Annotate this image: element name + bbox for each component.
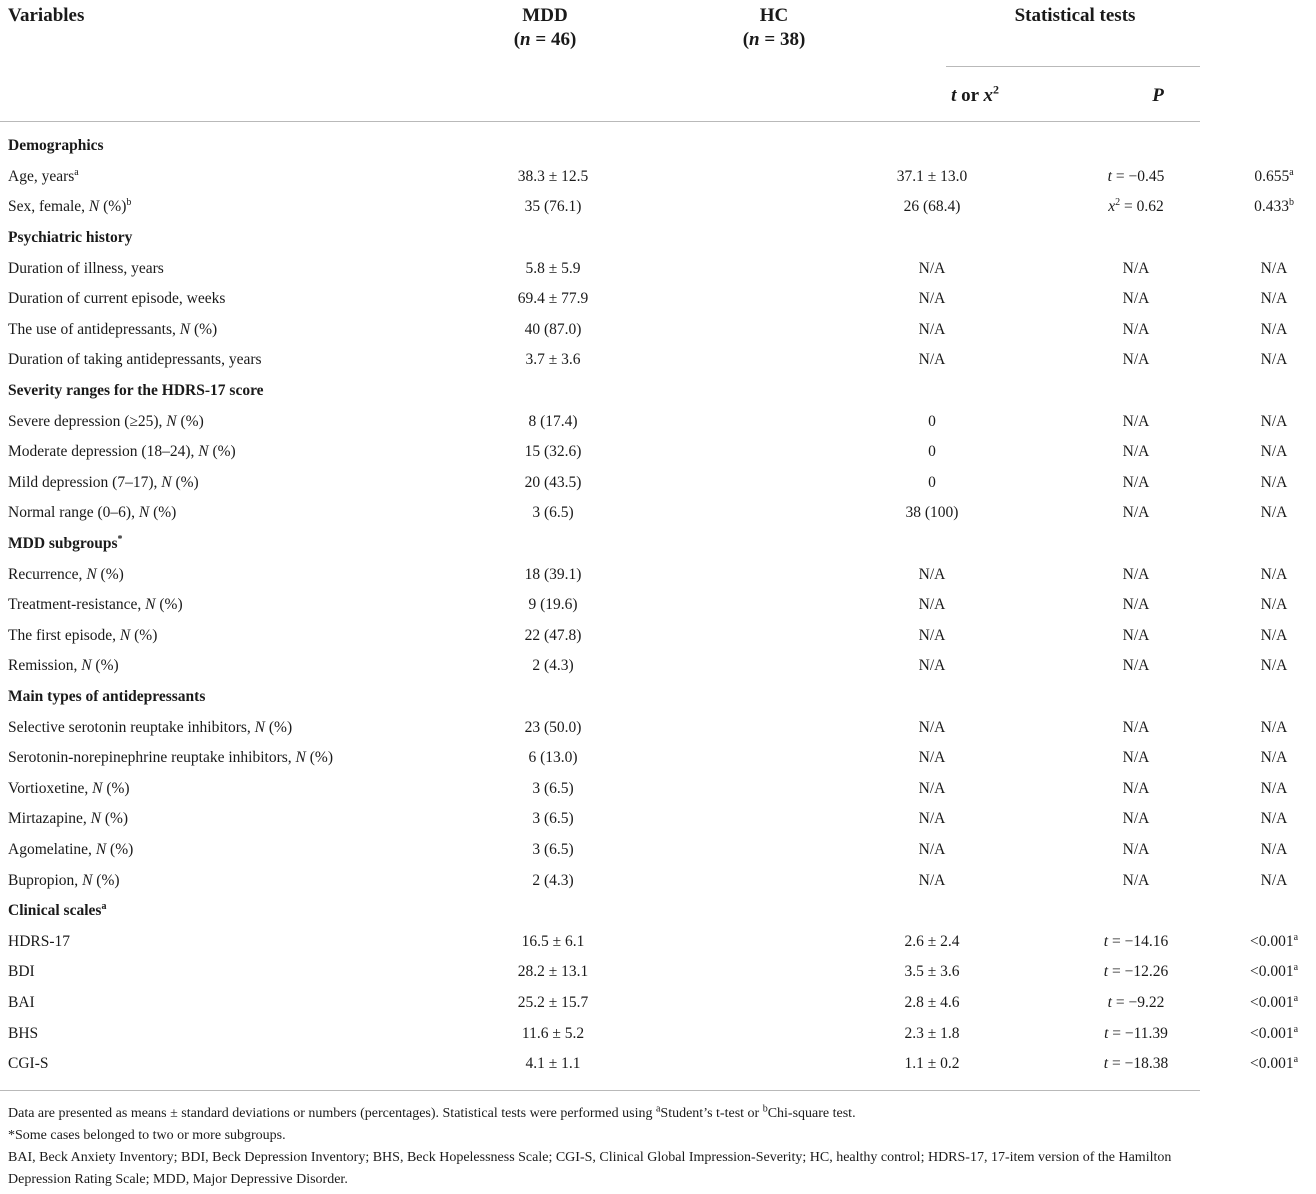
cell-stat: $x^2 = 0.62$ <box>1108 197 1164 216</box>
cell-hc: 1.1 ± 0.2 <box>904 1055 960 1073</box>
cell-stat: N/A <box>1122 443 1150 461</box>
table-row <box>0 345 1316 376</box>
cell-hc: 0 <box>928 473 936 491</box>
cell-hc: N/A <box>918 657 946 675</box>
row-label: Duration of current episode, weeks <box>8 290 226 308</box>
cell-stat: t = −0.45 <box>1107 167 1165 185</box>
table-row <box>0 498 1316 529</box>
cell-p: <0.001$^a$ <box>1249 931 1299 950</box>
cell-stat: t = −12.26 <box>1103 963 1169 981</box>
cell-hc: 2.3 ± 1.8 <box>904 1024 960 1042</box>
table-row <box>0 284 1316 315</box>
cell-mdd: 3 (6.5) <box>532 840 574 858</box>
table-row <box>0 253 1316 284</box>
table-row <box>0 1049 1316 1080</box>
cell-hc: 0 <box>928 412 936 430</box>
row-label: Vortioxetine, N (%) <box>8 779 130 797</box>
row-label: Mirtazapine, N (%) <box>8 810 129 828</box>
row-label: Clinical scales$^a$ <box>8 900 107 920</box>
cell-hc: 26 (68.4) <box>903 198 961 216</box>
cell-hc: N/A <box>918 259 946 277</box>
cell-p: N/A <box>1260 749 1288 767</box>
cell-stat: N/A <box>1122 840 1150 858</box>
cell-stat: N/A <box>1122 810 1150 828</box>
cell-mdd: 16.5 ± 6.1 <box>521 932 585 950</box>
table-row <box>0 437 1316 468</box>
cell-p: <0.001$^a$ <box>1249 992 1299 1011</box>
cell-p: N/A <box>1260 320 1288 338</box>
row-label: Psychiatric history <box>8 229 133 247</box>
cell-p: N/A <box>1260 565 1288 583</box>
table-row <box>0 162 1316 193</box>
cell-hc: N/A <box>918 320 946 338</box>
header-statistical-tests: Statistical tests <box>1014 5 1136 26</box>
section-row <box>0 376 1316 407</box>
table-row <box>0 957 1316 988</box>
cell-p: N/A <box>1260 504 1288 522</box>
table-row <box>0 926 1316 957</box>
section-row <box>0 223 1316 254</box>
cell-p: 0.655$^a$ <box>1254 166 1294 185</box>
cell-stat: N/A <box>1122 871 1150 889</box>
row-label: Demographics <box>8 137 104 155</box>
cell-p: N/A <box>1260 810 1288 828</box>
cell-hc: N/A <box>918 718 946 736</box>
section-row <box>0 682 1316 713</box>
table-row <box>0 590 1316 621</box>
row-label: Mild depression (7–17), N (%) <box>8 473 199 491</box>
cell-stat: N/A <box>1122 504 1150 522</box>
cell-p: N/A <box>1260 596 1288 614</box>
cell-mdd: 9 (19.6) <box>528 596 578 614</box>
header-mdd-n: (n = 46) <box>513 29 577 50</box>
cell-mdd: 35 (76.1) <box>524 198 582 216</box>
row-label: Remission, N (%) <box>8 657 119 675</box>
table-row <box>0 468 1316 499</box>
cell-stat: N/A <box>1122 779 1150 797</box>
table-row <box>0 315 1316 346</box>
row-label: MDD subgroups* <box>8 533 123 553</box>
cell-p: N/A <box>1260 626 1288 644</box>
cell-hc: 2.8 ± 4.6 <box>904 993 960 1011</box>
cell-mdd: 3.7 ± 3.6 <box>525 351 581 369</box>
cell-p: N/A <box>1260 657 1288 675</box>
cell-hc: N/A <box>918 351 946 369</box>
cell-p: N/A <box>1260 412 1288 430</box>
footnotes <box>8 1103 1194 1191</box>
cell-hc: N/A <box>918 840 946 858</box>
cell-mdd: 6 (13.0) <box>528 749 578 767</box>
cell-hc: N/A <box>918 871 946 889</box>
cell-mdd: 20 (43.5) <box>524 473 582 491</box>
section-row <box>0 131 1316 162</box>
cell-mdd: 22 (47.8) <box>524 626 582 644</box>
row-label: Severe depression (≥25), N (%) <box>8 412 204 430</box>
cell-hc: 0 <box>928 443 936 461</box>
table-row <box>0 865 1316 896</box>
cell-stat: t = −14.16 <box>1103 932 1169 950</box>
row-label: The use of antidepressants, N (%) <box>8 320 218 338</box>
cell-stat: N/A <box>1122 473 1150 491</box>
section-row <box>0 529 1316 560</box>
header-mdd <box>470 4 620 52</box>
header-hc-label: HC <box>759 5 789 26</box>
cell-mdd: 23 (50.0) <box>524 718 582 736</box>
footnote-methods: Data are presented as means ± standard deviations or numbers (percentages). Statistical tests were performed using $^a$Student’s t-test or $^b$Chi-square test. <box>8 1103 856 1121</box>
header-variables: Variables <box>8 5 85 26</box>
cell-hc: N/A <box>918 596 946 614</box>
cell-p: N/A <box>1260 779 1288 797</box>
row-label: Agomelatine, N (%) <box>8 840 134 858</box>
cell-hc: N/A <box>918 749 946 767</box>
cell-stat: N/A <box>1122 565 1150 583</box>
row-label: Selective serotonin reuptake inhibitors, N (%) <box>8 718 293 736</box>
cell-mdd: 38.3 ± 12.5 <box>517 167 589 185</box>
cell-p: <0.001$^a$ <box>1249 1053 1299 1073</box>
header-mdd-label: MDD <box>522 5 568 26</box>
cell-hc: 3.5 ± 3.6 <box>904 963 960 981</box>
cell-p: <0.001$^a$ <box>1249 962 1299 981</box>
cell-mdd: 2 (4.3) <box>532 657 574 675</box>
row-label: Duration of taking antidepressants, years <box>8 351 262 369</box>
cell-p: N/A <box>1260 718 1288 736</box>
cell-hc: 38 (100) <box>905 504 959 522</box>
cell-hc: N/A <box>918 626 946 644</box>
row-label: Serotonin-norepinephrine reuptake inhibitors, N (%) <box>8 749 334 767</box>
cell-stat: t = −18.38 <box>1103 1055 1169 1073</box>
row-label: Main types of antidepressants <box>8 687 206 705</box>
row-label: BAI <box>8 993 35 1011</box>
header-hc <box>700 4 848 52</box>
cell-p: N/A <box>1260 871 1288 889</box>
cell-stat: N/A <box>1122 290 1150 308</box>
cell-mdd: 8 (17.4) <box>528 412 578 430</box>
cell-stat: N/A <box>1122 412 1150 430</box>
cell-mdd: 2 (4.3) <box>532 871 574 889</box>
bottom-rule <box>0 1090 1200 1091</box>
table-row <box>0 743 1316 774</box>
table-row <box>0 406 1316 437</box>
row-label: CGI-S <box>8 1055 49 1073</box>
row-label: Age, years$^a$ <box>8 166 79 185</box>
cell-mdd: 3 (6.5) <box>532 810 574 828</box>
cell-mdd: 15 (32.6) <box>524 443 582 461</box>
footnote-abbreviations: BAI, Beck Anxiety Inventory; BDI, Beck Depression Inventory; BHS, Beck Hopelessness Scale; CGI-S, Clinical Global Impression-Severity; HC, healthy control; HDRS-17, 17-item version of the Hamilton Depression Rating Scale; MDD, Major Depressive Disorder. <box>8 1150 1172 1187</box>
row-label: Duration of illness, years <box>8 259 164 277</box>
row-label: Moderate depression (18–24), N (%) <box>8 443 236 461</box>
cell-stat: N/A <box>1122 596 1150 614</box>
row-label: The first episode, N (%) <box>8 626 158 644</box>
cell-stat: N/A <box>1122 351 1150 369</box>
table-row <box>0 712 1316 743</box>
cell-mdd: 28.2 ± 13.1 <box>517 963 589 981</box>
cell-p: N/A <box>1260 290 1288 308</box>
cell-p: N/A <box>1260 259 1288 277</box>
cell-stat: N/A <box>1122 657 1150 675</box>
cell-mdd: 25.2 ± 15.7 <box>517 993 589 1011</box>
cell-mdd: 11.6 ± 5.2 <box>521 1024 585 1042</box>
footnote-subgroups: *Some cases belonged to two or more subgroups. <box>8 1128 286 1143</box>
cell-stat: t = −9.22 <box>1107 993 1165 1011</box>
cell-stat: N/A <box>1122 626 1150 644</box>
table-row <box>0 559 1316 590</box>
cell-p: 0.433$^b$ <box>1254 197 1294 216</box>
cell-mdd: 69.4 ± 77.9 <box>517 290 589 308</box>
cell-hc: 2.6 ± 2.4 <box>904 932 960 950</box>
cell-p: <0.001$^a$ <box>1249 1023 1299 1042</box>
cell-mdd: 3 (6.5) <box>532 504 574 522</box>
header-hc-n: (n = 38) <box>742 29 806 50</box>
table-row <box>0 804 1316 835</box>
cell-hc: N/A <box>918 810 946 828</box>
cell-stat: N/A <box>1122 320 1150 338</box>
subheader-rule <box>946 66 1200 67</box>
cell-p: N/A <box>1260 443 1288 461</box>
cell-hc: N/A <box>918 290 946 308</box>
row-label: Bupropion, N (%) <box>8 871 120 889</box>
cell-stat: N/A <box>1122 749 1150 767</box>
table-row <box>0 621 1316 652</box>
row-label: Recurrence, N (%) <box>8 565 124 583</box>
data-table <box>0 131 1316 1079</box>
cell-stat: N/A <box>1122 718 1150 736</box>
header-rule <box>0 121 1200 122</box>
row-label: HDRS-17 <box>8 932 71 950</box>
table-row <box>0 651 1316 682</box>
cell-stat: N/A <box>1122 259 1150 277</box>
cell-hc: N/A <box>918 779 946 797</box>
cell-p: N/A <box>1260 473 1288 491</box>
row-label: Treatment-resistance, N (%) <box>8 596 183 614</box>
cell-hc: N/A <box>918 565 946 583</box>
cell-mdd: 5.8 ± 5.9 <box>525 259 581 277</box>
row-label: Sex, female, N (%)$^b$ <box>8 197 132 216</box>
table-row <box>0 773 1316 804</box>
header-p: P <box>1152 85 1164 106</box>
cell-hc: 37.1 ± 13.0 <box>896 167 968 185</box>
row-label: BHS <box>8 1024 39 1042</box>
table-row <box>0 192 1316 223</box>
section-row <box>0 896 1316 927</box>
table-header <box>0 0 1200 122</box>
table-row <box>0 1018 1316 1049</box>
row-label: BDI <box>8 963 35 981</box>
cell-mdd: 4.1 ± 1.1 <box>525 1055 581 1073</box>
row-label: Normal range (0–6), N (%) <box>8 504 177 522</box>
cell-p: N/A <box>1260 351 1288 369</box>
table-row <box>0 988 1316 1019</box>
header-t-or-x2: t or $x^2$ <box>951 82 999 106</box>
cell-mdd: 40 (87.0) <box>524 320 582 338</box>
row-label: Severity ranges for the HDRS-17 score <box>8 382 264 400</box>
cell-stat: t = −11.39 <box>1104 1024 1168 1042</box>
table-row <box>0 835 1316 866</box>
cell-p: N/A <box>1260 840 1288 858</box>
cell-mdd: 18 (39.1) <box>524 565 582 583</box>
cell-mdd: 3 (6.5) <box>532 779 574 797</box>
